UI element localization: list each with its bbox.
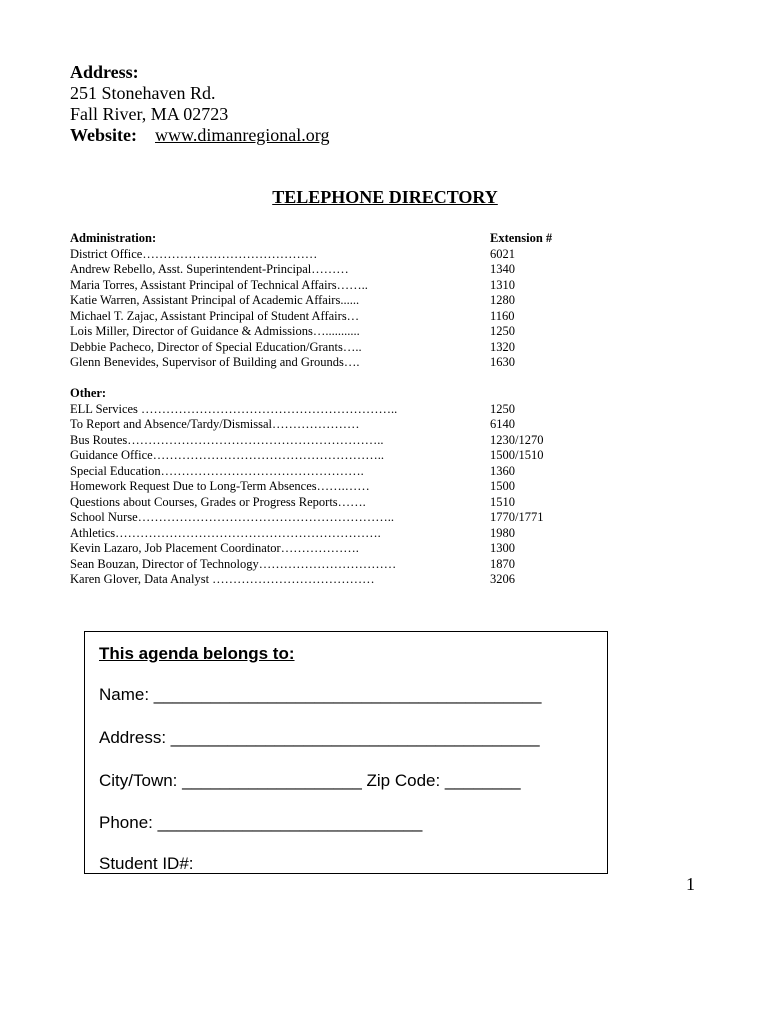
administration-name: Katie Warren, Assistant Principal of Academic Affairs...... bbox=[70, 293, 360, 307]
administration-extension: 1340 bbox=[490, 262, 515, 276]
administration-extension: 1310 bbox=[490, 277, 515, 292]
extension-header: Extension # bbox=[490, 231, 553, 245]
other-name: Homework Request Due to Long-Term Absences…….…… bbox=[70, 479, 370, 493]
other-extension: 1300 bbox=[490, 541, 515, 555]
other-extension: 1230/1270 bbox=[490, 432, 544, 447]
administration-extension: 1280 bbox=[490, 293, 515, 307]
address-line-1: 251 Stonehaven Rd. bbox=[70, 83, 216, 103]
agenda-heading: This agenda belongs to: bbox=[99, 644, 295, 663]
other-extension: 1870 bbox=[490, 556, 515, 571]
website-label: Website: bbox=[70, 125, 137, 145]
administration-name: Glenn Benevides, Supervisor of Building and Grounds…. bbox=[70, 355, 360, 369]
other-header: Other: bbox=[70, 386, 107, 400]
phone-field[interactable]: Phone: ____________________________ bbox=[99, 813, 423, 832]
address-label: Address: bbox=[70, 62, 139, 82]
other-name: ELL Services …………………………………………………….. bbox=[70, 401, 398, 416]
website-link[interactable]: www.dimanregional.org bbox=[155, 125, 330, 145]
other-extension: 1500 bbox=[490, 479, 515, 493]
agenda-owner-box bbox=[84, 631, 608, 874]
page-number: 1 bbox=[686, 874, 695, 894]
other-extension: 6140 bbox=[490, 417, 515, 431]
other-extension: 3206 bbox=[490, 572, 515, 586]
administration-extension: 1160 bbox=[490, 308, 515, 323]
other-extension: 1510 bbox=[490, 494, 515, 509]
other-extension: 1250 bbox=[490, 401, 515, 416]
other-name: Questions about Courses, Grades or Progress Reports……. bbox=[70, 494, 366, 509]
other-name: Kevin Lazaro, Job Placement Coordinator………………. bbox=[70, 541, 359, 555]
administration-header: Administration: bbox=[70, 231, 157, 245]
other-name: Karen Glover, Data Analyst ………………………………… bbox=[70, 572, 375, 586]
other-name: Special Education…………………………………………. bbox=[70, 463, 364, 478]
administration-extension: 6021 bbox=[490, 246, 515, 261]
address-field[interactable]: Address: _______________________________________ bbox=[99, 728, 540, 747]
other-extension: 1770/1771 bbox=[490, 510, 544, 524]
administration-name: Debbie Pacheco, Director of Special Education/Grants….. bbox=[70, 339, 362, 354]
page-title: TELEPHONE DIRECTORY bbox=[272, 187, 498, 207]
other-extension: 1360 bbox=[490, 463, 515, 478]
other-name: Bus Routes…………………………………………………….. bbox=[70, 432, 384, 447]
other-name: Sean Bouzan, Director of Technology…………………………… bbox=[70, 556, 397, 571]
administration-name: Maria Torres, Assistant Principal of Technical Affairs…….. bbox=[70, 277, 368, 292]
other-name: To Report and Absence/Tardy/Dismissal………………… bbox=[70, 417, 360, 431]
administration-extension: 1630 bbox=[490, 355, 515, 369]
student-id-field[interactable]: Student ID#: bbox=[99, 854, 194, 873]
other-name: Athletics………………………………………………………. bbox=[70, 525, 381, 540]
administration-name: Michael T. Zajac, Assistant Principal of Student Affairs… bbox=[70, 308, 360, 323]
other-extension: 1500/1510 bbox=[490, 448, 544, 462]
administration-name: Andrew Rebello, Asst. Superintendent-Principal……… bbox=[70, 262, 349, 276]
administration-extension: 1320 bbox=[490, 339, 515, 354]
administration-extension: 1250 bbox=[490, 324, 515, 338]
address-line-2: Fall River, MA 02723 bbox=[70, 104, 229, 124]
administration-name: District Office…………………………………… bbox=[70, 246, 318, 261]
name-field[interactable]: Name: _________________________________________ bbox=[99, 685, 542, 704]
website-row bbox=[70, 125, 329, 146]
other-extension: 1980 bbox=[490, 525, 515, 540]
city-zip-field[interactable]: City/Town: ___________________ Zip Code: ________ bbox=[99, 771, 521, 790]
other-name: School Nurse…………………………………………………….. bbox=[70, 510, 394, 524]
address-block bbox=[70, 62, 329, 146]
administration-name: Lois Miller, Director of Guidance & Admissions…........... bbox=[70, 324, 360, 338]
other-name: Guidance Office……………………………………………….. bbox=[70, 448, 384, 462]
